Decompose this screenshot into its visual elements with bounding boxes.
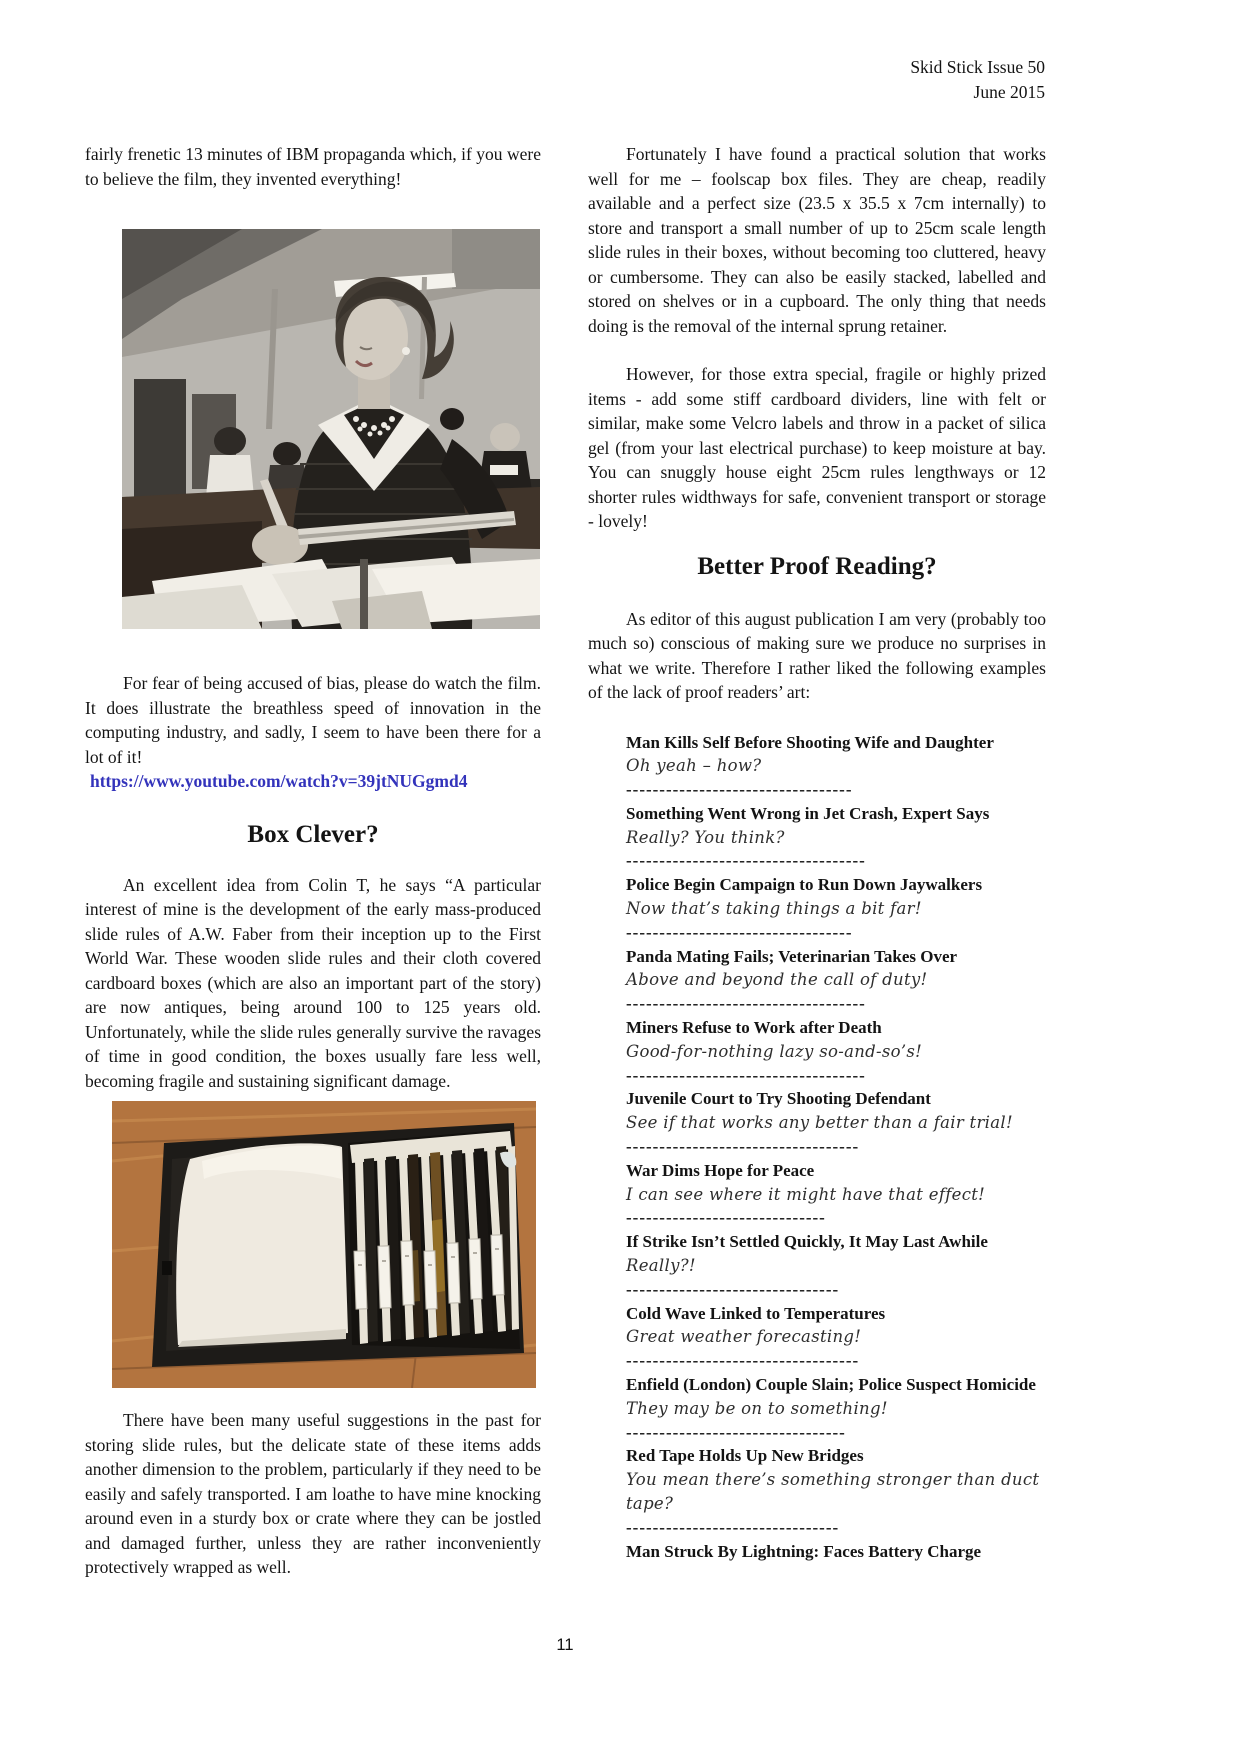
- box-clever-heading: Box Clever?: [247, 820, 379, 848]
- watch-film-paragraph: For fear of being accused of bias, please do watch the film. It does illustrate the breathless speed of innovation in the computing industry, and sadly, I seem to have been there for a lot of it!: [85, 673, 541, 767]
- page-number: 11: [556, 1636, 574, 1654]
- headline-comment: Great weather forecasting!: [626, 1327, 862, 1347]
- headline-list: [588, 731, 1046, 1564]
- editor-paragraph: As editor of this august publication I am very (probably too much so) conscious of making sure we produce no surprises in what we write. Therefore I rather liked the following examples of the lack of proof readers’ art:: [588, 608, 1046, 702]
- list-item: [626, 1159, 1046, 1230]
- page-header: [645, 55, 1045, 105]
- list-item: [626, 1087, 1046, 1158]
- dashed-divider: ---------------------------------: [626, 1422, 846, 1442]
- headline-text: Man Kills Self Before Shooting Wife and Daughter: [626, 732, 994, 752]
- intro-paragraph: fairly frenetic 13 minutes of IBM propaganda which, if you were to believe the film, they invented everything!: [85, 144, 541, 189]
- solution-paragraph: Fortunately I have found a practical solution that works well for me – foolscap box files. They are cheap, readily available and a perfect size (23.5 x 35.5 x 7cm internally) to store and transport a small number of up to 25cm scale length slide rules in their boxes, without becoming too cluttered, heavy or cumbersome. They can also be easily stacked, labelled and stored on shelves or in a cupboard. The only thing that needs doing is the removal of the internal sprung retainer.: [588, 144, 1046, 336]
- list-item: [626, 1230, 1046, 1301]
- however-paragraph: However, for those extra special, fragile or highly prized items - add some stiff cardboard dividers, line with felt or similar, make some Velcro labels and throw in a packet of silica gel (from your last electrical purchase) to keep moisture at bay. You can snuggly house eight 25cm rules lengthways or 12 shorter rules widthways for safe, convenient transport or storage - lovely!: [588, 364, 1046, 531]
- slide-rule-box-photo: [112, 1101, 536, 1388]
- headline-comment: Really? You think?: [626, 827, 785, 847]
- dashed-divider: ------------------------------------: [626, 1065, 866, 1085]
- office-woman-photo: [122, 229, 540, 629]
- list-item: [626, 731, 1046, 802]
- dashed-divider: -----------------------------------: [626, 1137, 860, 1157]
- list-item: [626, 1540, 1046, 1564]
- headline-text: Man Struck By Lightning: Faces Battery Charge: [626, 1541, 982, 1561]
- headline-text: War Dims Hope for Peace: [626, 1160, 815, 1180]
- headline-text: Red Tape Holds Up New Bridges: [626, 1446, 864, 1466]
- newsletter-date: June 2015: [973, 82, 1045, 102]
- headline-comment: I can see where it might have that effect!: [626, 1184, 986, 1204]
- list-item: [626, 1373, 1046, 1444]
- headline-text: Juvenile Court to Try Shooting Defendant: [626, 1089, 931, 1109]
- dashed-divider: -----------------------------------: [626, 1351, 860, 1371]
- headline-comment: They may be on to something!: [626, 1398, 888, 1418]
- list-item: [626, 802, 1046, 873]
- proof-reading-heading: Better Proof Reading?: [697, 552, 937, 580]
- headline-comment: Now that’s taking things a bit far!: [626, 899, 922, 919]
- dashed-divider: --------------------------------: [626, 1517, 840, 1537]
- headline-text: Miners Refuse to Work after Death: [626, 1018, 882, 1038]
- dashed-divider: ------------------------------------: [626, 851, 866, 871]
- dashed-divider: ----------------------------------: [626, 922, 853, 942]
- headline-text: If Strike Isn’t Settled Quickly, It May Last Awhile: [626, 1232, 988, 1252]
- list-item: [626, 1016, 1046, 1087]
- dashed-divider: --------------------------------: [626, 1279, 840, 1299]
- dashed-divider: ------------------------------------: [626, 994, 866, 1014]
- headline-text: Enfield (London) Couple Slain; Police Suspect Homicide: [626, 1375, 1036, 1395]
- list-item: [626, 1444, 1046, 1539]
- dashed-divider: ----------------------------------: [626, 780, 853, 800]
- list-item: [626, 873, 1046, 944]
- headline-text: Panda Mating Fails; Veterinarian Takes Over: [626, 946, 958, 966]
- headline-comment: Oh yeah – how?: [626, 756, 762, 776]
- list-item: [626, 1302, 1046, 1373]
- headline-comment: Good-for-nothing lazy so-and-so’s!: [626, 1041, 923, 1061]
- list-item: [626, 945, 1046, 1016]
- right-column: [588, 142, 1046, 1563]
- headline-comment: Really?!: [626, 1256, 696, 1276]
- headline-comment: Above and beyond the call of duty!: [626, 970, 928, 990]
- headline-text: Cold Wave Linked to Temperatures: [626, 1303, 886, 1323]
- headline-text: Police Begin Campaign to Run Down Jaywalkers: [626, 875, 983, 895]
- storage-paragraph: There have been many useful suggestions in the past for storing slide rules, but the delicate state of these items adds another dimension to the problem, particularly if they need to be easily and safely transported. I am loathe to have mine knocking around even in a sturdy box or crate where they can be jostled and damaged further, unless they are rather inconveniently protectively wrapped as well.: [85, 1410, 541, 1577]
- headline-text: Something Went Wrong in Jet Crash, Expert Says: [626, 803, 990, 823]
- headline-comment: See if that works any better than a fair trial!: [626, 1113, 1013, 1133]
- headline-comment: You mean there’s something stronger than duct tape?: [626, 1470, 1040, 1513]
- left-column: [85, 142, 541, 1580]
- newsletter-title: Skid Stick Issue 50: [910, 57, 1045, 77]
- youtube-link[interactable]: https://www.youtube.com/watch?v=39jtNUGgmd4: [90, 771, 468, 791]
- box-clever-paragraph: An excellent idea from Colin T, he says “A particular interest of mine is the development of the early mass-produced slide rules of A.W. Faber from their inception up to the First World War. These wooden slide rules and their cloth covered cardboard boxes (which are also an important part of the story) are now antiques, being around 100 to 125 years old. Unfortunately, while the slide rules generally survive the ravages of time in good condition, the boxes usually fare less well, becoming fragile and sustaining significant damage.: [85, 874, 541, 1091]
- dashed-divider: ------------------------------: [626, 1208, 826, 1228]
